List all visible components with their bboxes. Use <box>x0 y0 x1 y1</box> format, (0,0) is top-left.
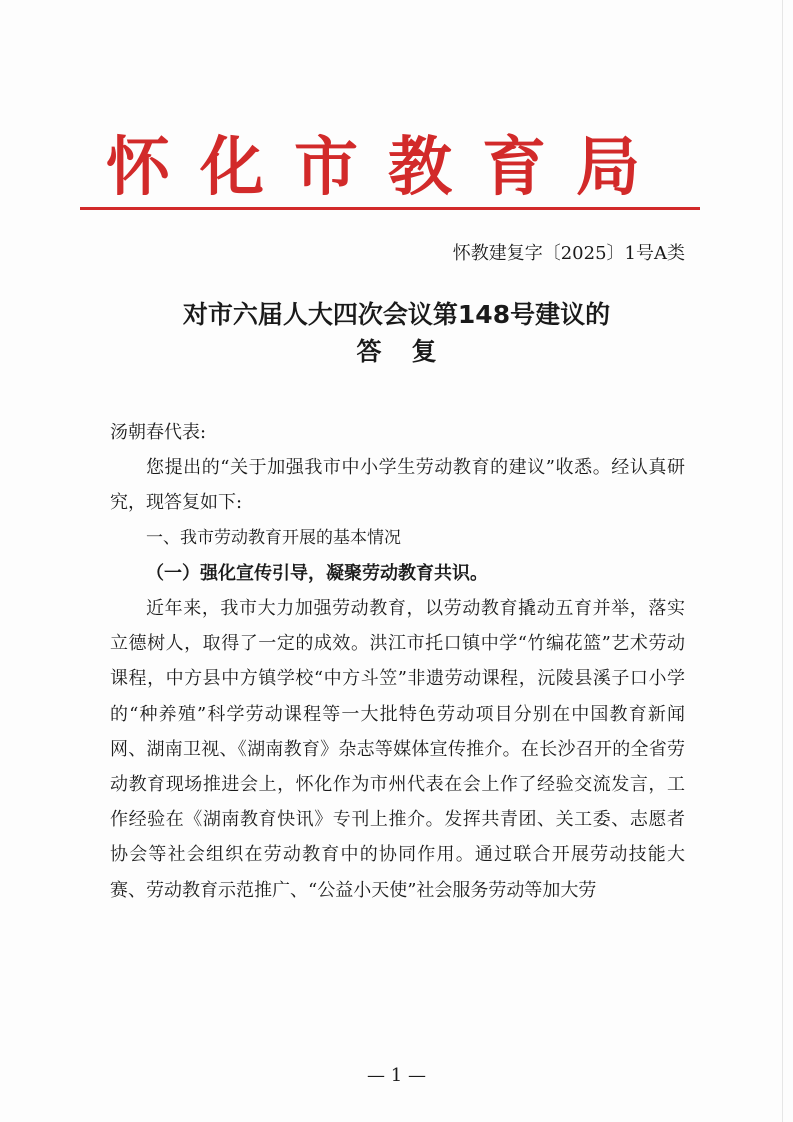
page-number: — 1 — <box>367 1065 426 1086</box>
document-title <box>90 296 703 370</box>
letterhead-red-rule <box>80 207 700 210</box>
title-line-2: 答复 <box>356 337 467 366</box>
subsection-heading-1: （一）强化宣传引导，凝聚劳动教育共识。 <box>146 562 488 584</box>
letterhead-org-name: 怀化市教育局 <box>106 131 670 205</box>
title-line-1: 对市六届人大四次会议第148号建议的 <box>182 300 611 329</box>
body-paragraph-1: 近年来，我市大力加强劳动教育，以劳动教育撬动五育并举，落实立德树人，取得了一定的成效。洪江市托口镇中学“竹编花篮”艺术劳动课程，中方县中方镇学校“中方斗笠”非遗劳动课程，沅陵县溪子口小学的“种养殖”科学劳动课程等一大批特色劳动项目分别在中国教育新闻网、湖南卫视、《湖南教育》杂志等媒体宣传推介。在长沙召开的全省劳动教育现场推进会上，怀化作为市州代表在会上作了经验交流发言，工作经验在《湖南教育快讯》专刊上推介。发挥共青团、关工委、志愿者协会等社会组织在劳动教育中的协同作用。通过联合开展劳动技能大赛、劳动教育示范推广、“公益小天使”社会服务劳动等加大劳 <box>110 598 685 901</box>
document-number: 怀教建复字〔2025〕1号A类 <box>452 243 685 264</box>
salutation: 汤朝春代表: <box>110 422 207 443</box>
document-body <box>110 415 685 908</box>
section-heading-1: 一、我市劳动教育开展的基本情况 <box>146 527 401 548</box>
page-edge-line <box>782 0 783 1122</box>
intro-paragraph: 您提出的“关于加强我市中小学生劳动教育的建议”收悉。经认真研究，现答复如下: <box>110 457 685 514</box>
